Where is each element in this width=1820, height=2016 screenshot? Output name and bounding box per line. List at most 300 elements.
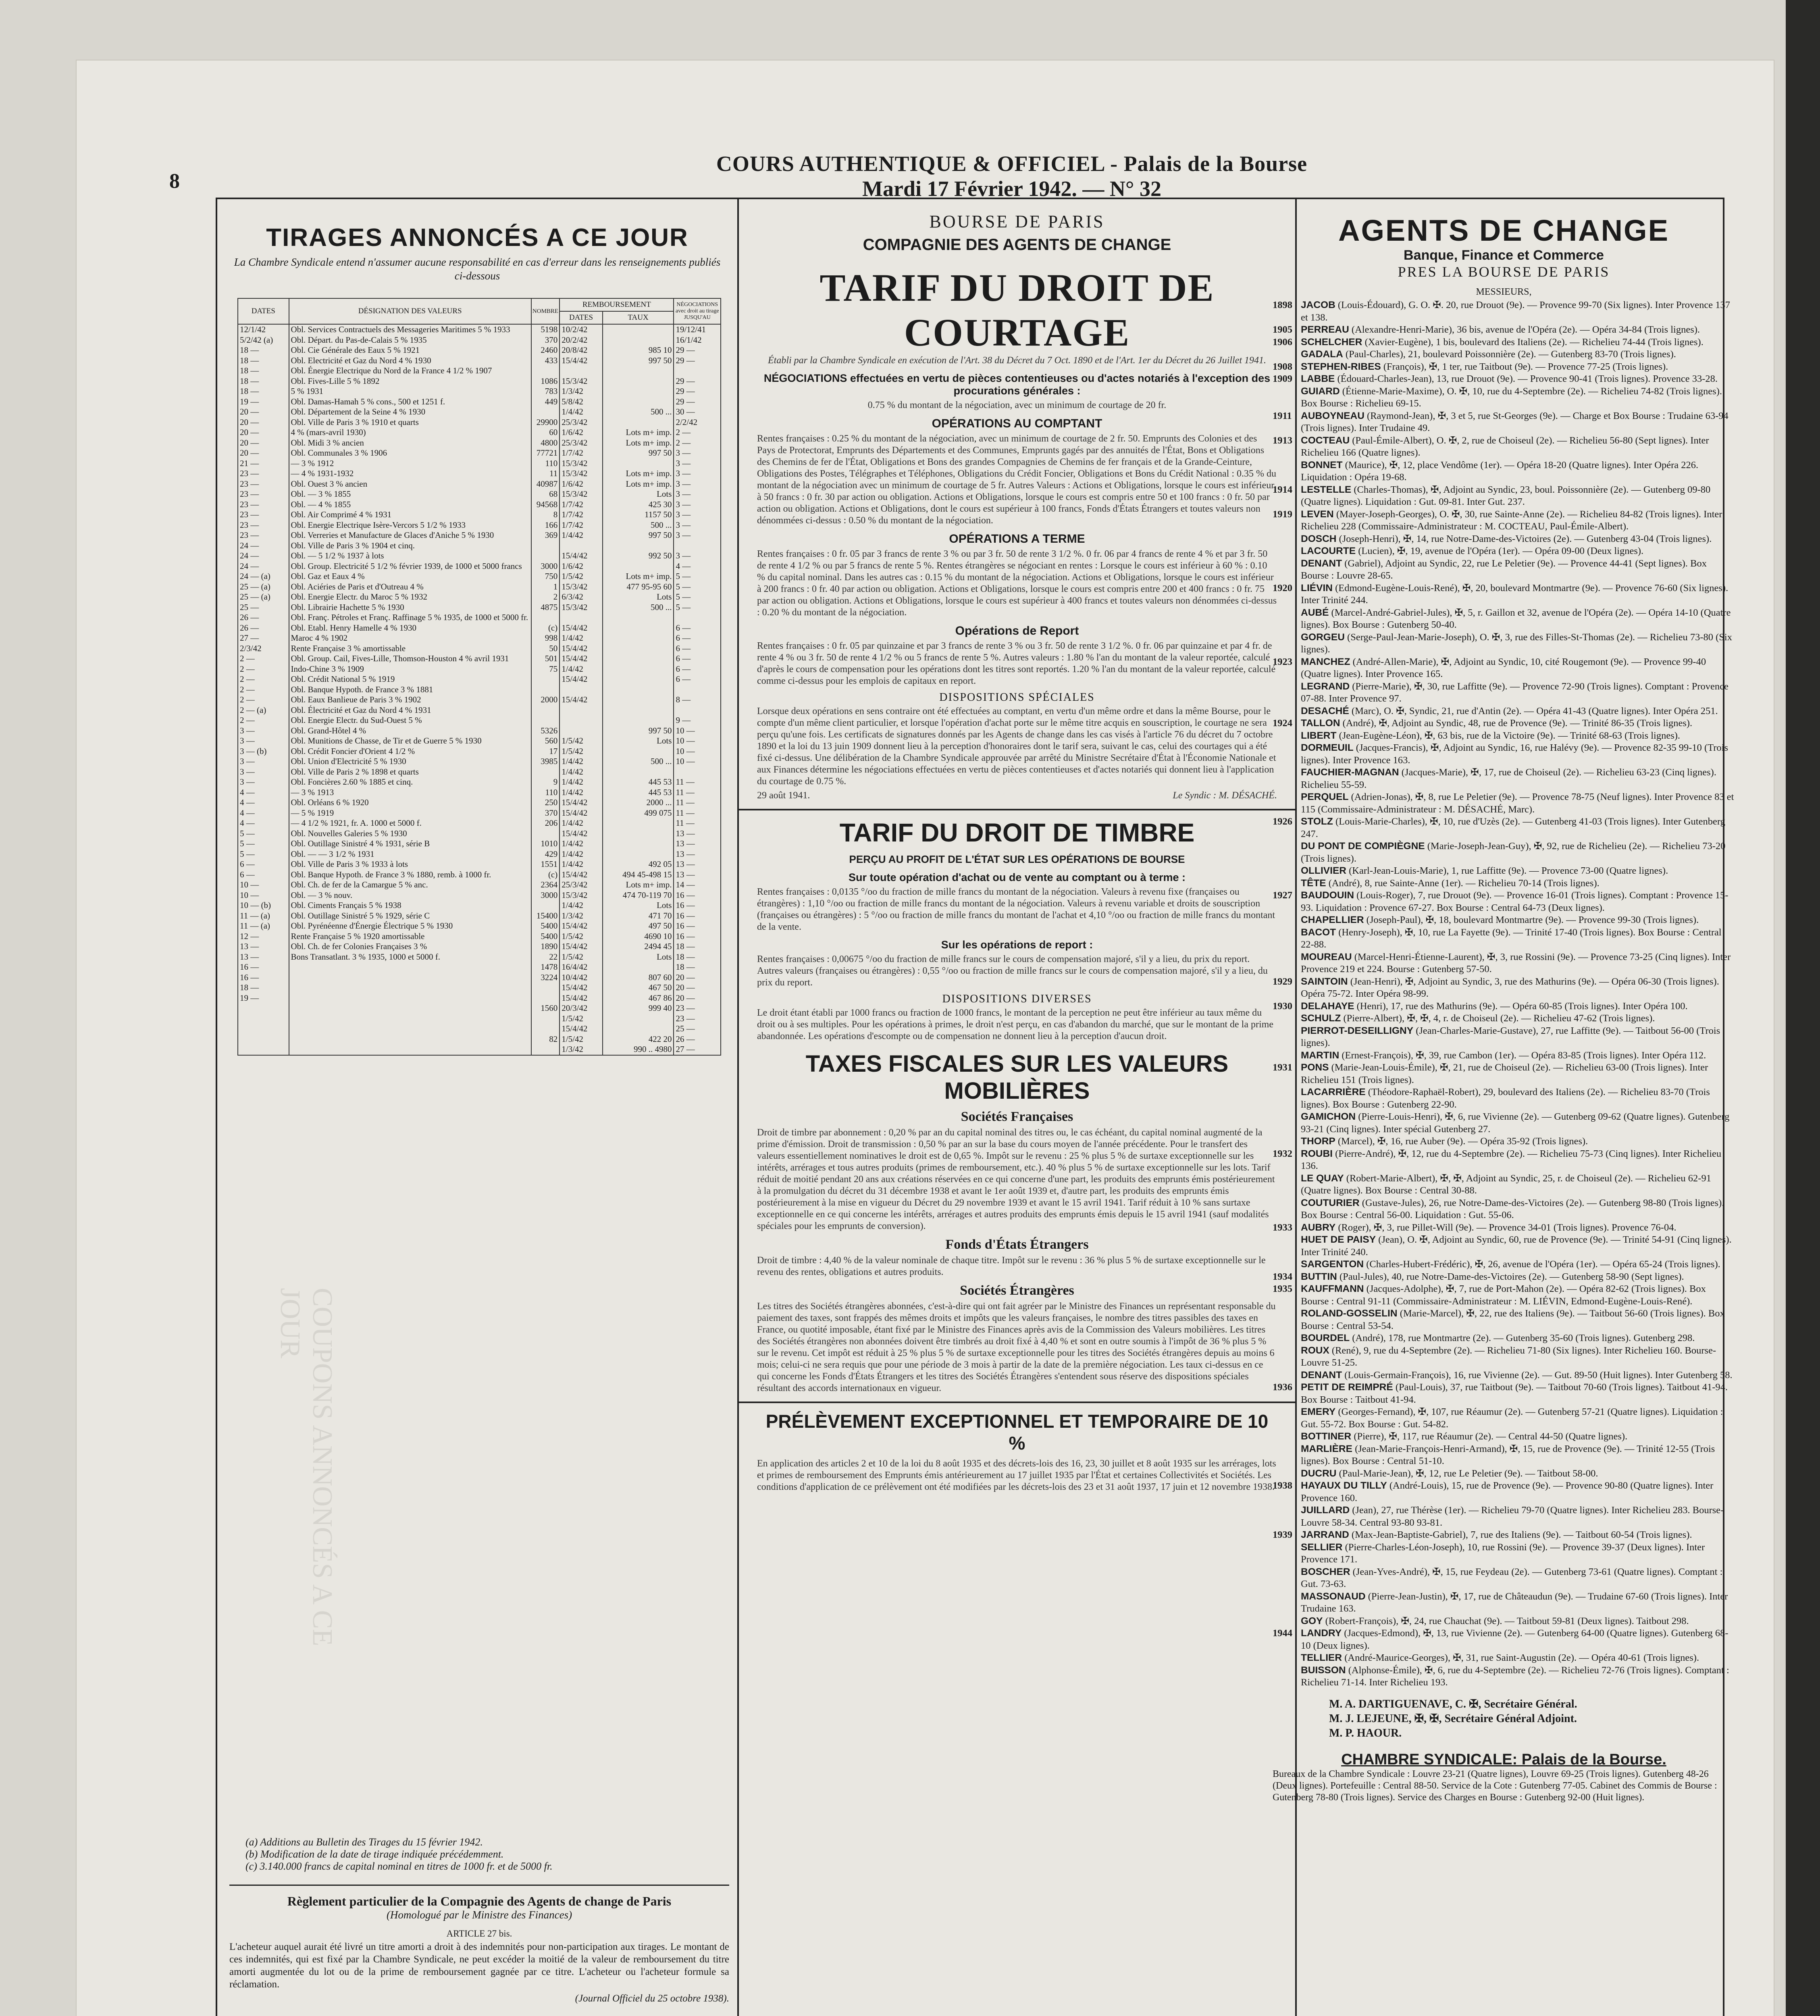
cell-negociation: 6 — bbox=[674, 654, 721, 664]
agent-entry bbox=[1273, 717, 1735, 730]
agent-entry bbox=[1273, 324, 1735, 336]
tirages-column bbox=[217, 199, 739, 2016]
cell-designation: Obl. Départ. du Pas-de-Calais 5 % 1935 bbox=[289, 335, 531, 346]
agent-details: (André-Maurice-Georges), ✠, 31, rue Saint-Augustin (2e). — Opéra 40-61 (Trois lignes). bbox=[1344, 1652, 1699, 1663]
agent-entry bbox=[1273, 558, 1735, 582]
cell-taux: 425 30 bbox=[603, 500, 674, 510]
cell-taux bbox=[603, 644, 674, 654]
cell-taux: Lots m+ imp. bbox=[603, 479, 674, 489]
agent-entry bbox=[1273, 865, 1735, 877]
agent-text bbox=[1301, 1283, 1735, 1308]
agent-text bbox=[1301, 951, 1735, 976]
agent-year bbox=[1273, 791, 1301, 816]
agent-details: (Pierre-Jean-Justin), ✠, 17, rue de Châteaudun (9e). — Trudaine 67-60 (Trois lignes). Inter Trudaine 163. bbox=[1301, 1591, 1728, 1614]
agent-entry bbox=[1273, 1369, 1735, 1382]
cell-rem-date: 1/4/42 bbox=[560, 407, 602, 417]
cell-rem-date: 15/3/42 bbox=[560, 458, 602, 469]
cell-rem-date: 15/4/42 bbox=[560, 993, 602, 1004]
cell-nombre: 5400 bbox=[531, 931, 560, 942]
agent-year bbox=[1273, 1664, 1301, 1689]
agent-name: SAINTOIN bbox=[1301, 976, 1348, 987]
report-heading: Opérations de Report bbox=[955, 624, 1079, 637]
cell-taux bbox=[603, 674, 674, 685]
cell-rem-date: 1/4/42 bbox=[560, 756, 602, 767]
cell-nombre: 2 bbox=[531, 592, 560, 602]
agent-year: 1926 bbox=[1273, 816, 1292, 827]
cell-date: 24 — bbox=[238, 551, 289, 561]
cell-date: 24 — (a) bbox=[238, 571, 289, 582]
cell-rem-date: 1/3/42 bbox=[560, 1044, 602, 1055]
agent-entry bbox=[1273, 730, 1735, 742]
agent-entry bbox=[1273, 1111, 1735, 1135]
agent-name: SCHULZ bbox=[1301, 1013, 1341, 1024]
cell-nombre: 2364 bbox=[531, 880, 560, 890]
agent-text bbox=[1301, 336, 1735, 349]
agent-name: BAUDOUIN bbox=[1301, 890, 1354, 901]
agent-entry bbox=[1273, 1664, 1735, 1689]
table-row bbox=[238, 438, 721, 448]
table-row bbox=[238, 859, 721, 870]
tirages-subtitle: La Chambre Syndicale entend n'assumer aucune responsabilité en cas d'erreur dans les renseignements publiés ci-dessous bbox=[234, 256, 721, 282]
cell-nombre: 8 bbox=[531, 510, 560, 520]
agent-name: ROUBI bbox=[1301, 1148, 1333, 1159]
cell-rem-date: 15/4/42 bbox=[560, 654, 602, 664]
agent-details: (Pierre-Louis-Henri), ✠, 6, rue Vivienne (2e). — Gutenberg 09-62 (Quatre lignes). Gutenberg 93-21 (Cinq lignes). Inter spécial Gutenberg 27. bbox=[1301, 1111, 1730, 1135]
cell-taux: 1157 50 bbox=[603, 510, 674, 520]
timbre-subtitle: PERÇU AU PROFIT DE L'ÉTAT SUR LES OPÉRATIONS DE BOURSE bbox=[849, 853, 1185, 865]
cell-date: 25 — (a) bbox=[238, 592, 289, 602]
cell-designation: — 3 % 1913 bbox=[289, 787, 531, 798]
cell-rem-date: 15/4/42 bbox=[560, 356, 602, 366]
cell-nombre: 75 bbox=[531, 664, 560, 675]
cell-negociation: 13 — bbox=[674, 829, 721, 839]
agent-name: JARRAND bbox=[1301, 1529, 1349, 1540]
agent-name: TELLIER bbox=[1301, 1652, 1342, 1663]
cell-date bbox=[238, 1014, 289, 1024]
agent-year: 1911 bbox=[1273, 410, 1292, 421]
table-row bbox=[238, 582, 721, 592]
cell-designation bbox=[289, 993, 531, 1004]
agent-year bbox=[1273, 1541, 1301, 1566]
cell-nombre bbox=[531, 767, 560, 777]
cell-designation: — 4 % 1931-1932 bbox=[289, 469, 531, 479]
cell-negociation: 3 — bbox=[674, 520, 721, 531]
cell-taux: Lots m+ imp. bbox=[603, 469, 674, 479]
agent-entry bbox=[1273, 1468, 1735, 1480]
tirages-notes bbox=[245, 1836, 721, 1872]
agent-details: (Charles-Thomas), ✠, Adjoint au Syndic, 23, boul. Poissonnière (2e). — Gutenberg 09-80 (Quatre lignes). Liquidation : Gut. 09-81. Inter Gut. 237. bbox=[1301, 484, 1711, 507]
agent-entry bbox=[1273, 656, 1735, 681]
cell-nombre: 783 bbox=[531, 386, 560, 397]
table-row bbox=[238, 417, 721, 428]
cell-rem-date: 1/4/42 bbox=[560, 767, 602, 777]
cell-nombre: 9 bbox=[531, 777, 560, 787]
cell-negociation: 13 — bbox=[674, 870, 721, 880]
cell-rem-date: 20/3/42 bbox=[560, 1003, 602, 1014]
agent-details: (Jean), O. ✠, Adjoint au Syndic, 60, rue de Provence (9e). — Trinité 54-91 (Cinq lignes). Inter Trinité 240. bbox=[1301, 1234, 1732, 1258]
table-row bbox=[238, 839, 721, 849]
agent-year: 1927 bbox=[1273, 890, 1292, 901]
agent-entry bbox=[1273, 336, 1735, 349]
cell-date: 19 — bbox=[238, 993, 289, 1004]
table-row bbox=[238, 541, 721, 551]
cell-nombre: 750 bbox=[531, 571, 560, 582]
agent-year: 1929 bbox=[1273, 976, 1292, 987]
cell-designation: Obl. Damas-Hamah 5 % cons., 500 et 1251 f. bbox=[289, 397, 531, 407]
cell-rem-date: 6/3/42 bbox=[560, 592, 602, 602]
cell-taux bbox=[603, 654, 674, 664]
cell-date: 6 — bbox=[238, 859, 289, 870]
cell-designation: Obl. Midi 3 % ancien bbox=[289, 438, 531, 448]
cell-designation bbox=[289, 1044, 531, 1055]
cell-negociation: 10 — bbox=[674, 746, 721, 757]
cell-negociation: 13 — bbox=[674, 839, 721, 849]
agent-text bbox=[1301, 927, 1735, 951]
agent-year: 1938 bbox=[1273, 1480, 1292, 1491]
cell-date: 11 — (a) bbox=[238, 911, 289, 921]
dispositions-heading: DISPOSITIONS SPÉCIALES bbox=[939, 691, 1095, 704]
table-row bbox=[238, 983, 721, 993]
cell-rem-date bbox=[560, 541, 602, 551]
prelevement-text: En application des articles 2 et 10 de la loi du 8 août 1935 et des décrets-lois des 16, 23, 30 juillet et 8 août 1935 sur les arrérages, lots et primes de remboursement des Emprunts émis antérieurement au 17 juillet 1935 par l'État et certaines Collectivités et Sociétés. Les conditions d'application de ce prélèvement ont été modifiées par les décrets-lois des 23 et 31 août 1937, 17 juin et 12 novembre 1938. bbox=[757, 1458, 1276, 1492]
agent-entry bbox=[1273, 1197, 1735, 1222]
cell-rem-date: 15/4/42 bbox=[560, 623, 602, 633]
agent-name: STOLZ bbox=[1301, 816, 1333, 827]
agent-name: TÊTE bbox=[1301, 877, 1326, 889]
cell-rem-date: 1/3/42 bbox=[560, 386, 602, 397]
agent-name: PONS bbox=[1301, 1062, 1329, 1073]
agent-text bbox=[1301, 1627, 1735, 1652]
agent-text bbox=[1301, 1050, 1735, 1062]
table-row bbox=[238, 685, 721, 695]
cell-negociation: 18 — bbox=[674, 941, 721, 952]
agent-year bbox=[1273, 385, 1301, 410]
cell-rem-date: 25/3/42 bbox=[560, 438, 602, 448]
agent-text bbox=[1301, 865, 1735, 877]
cell-rem-date: 1/6/42 bbox=[560, 427, 602, 438]
cell-taux: 497 50 bbox=[603, 921, 674, 931]
cell-designation: Obl. Ville de Paris 3 % 1910 et quarts bbox=[289, 417, 531, 428]
cell-nombre: 110 bbox=[531, 787, 560, 798]
francaises-heading: Sociétés Françaises bbox=[961, 1109, 1073, 1124]
agent-name: JACOB bbox=[1301, 300, 1335, 310]
cell-rem-date: 15/4/42 bbox=[560, 870, 602, 880]
agent-text bbox=[1301, 681, 1735, 705]
note-b: (b) Modification de la date de tirage indiquée précédemment. bbox=[245, 1848, 504, 1860]
agent-entry bbox=[1273, 816, 1735, 840]
agent-name: DUCRU bbox=[1301, 1468, 1337, 1479]
agent-details: (Adrien-Jonas), ✠, 8, rue Le Peletier (9e). — Provence 78-75 (Neuf lignes). Inter Provence 83 et 115 (Commissaire-Administrateur : M. DÉSACHÉ, Marc). bbox=[1301, 791, 1734, 815]
reglement-subtitle: (Homologué par le Ministre des Finances) bbox=[386, 1909, 572, 1921]
agent-name: STEPHEN-RIBES bbox=[1301, 361, 1381, 372]
table-row bbox=[238, 911, 721, 921]
cell-nombre: 1560 bbox=[531, 1003, 560, 1014]
cell-taux bbox=[603, 664, 674, 675]
tirages-rows bbox=[238, 324, 721, 1055]
prelevement-title: PRÉLÈVEMENT EXCEPTIONNEL ET TEMPORAIRE DE 10 % bbox=[765, 1411, 1269, 1454]
cell-negociation: 29 — bbox=[674, 376, 721, 387]
table-row bbox=[238, 356, 721, 366]
agents-subtitle: Banque, Finance et Commerce bbox=[1404, 248, 1604, 263]
cell-nombre: 4875 bbox=[531, 602, 560, 613]
cell-nombre: 40987 bbox=[531, 479, 560, 489]
agent-name: OLLIVIER bbox=[1301, 865, 1346, 876]
officer-secretaire-adjoint: M. J. LEJEUNE, ✠, ✠, Secrétaire Général Adjoint. bbox=[1329, 1712, 1577, 1725]
agent-name: LEGRAND bbox=[1301, 681, 1350, 692]
table-row bbox=[238, 644, 721, 654]
agent-details: (Louis-Germain-François), 16, rue Vivienne (2e). — Gut. 89-50 (Huit lignes). Inter Gutenberg 58. bbox=[1344, 1369, 1733, 1381]
agent-text bbox=[1301, 1345, 1735, 1369]
cell-taux bbox=[603, 335, 674, 346]
cell-nombre: 3224 bbox=[531, 973, 560, 983]
cell-designation: Obl. — 3 % nouv. bbox=[289, 890, 531, 901]
cell-taux: Lots m+ imp. bbox=[603, 571, 674, 582]
cell-negociation: 20 — bbox=[674, 983, 721, 993]
agent-name: SARGENTON bbox=[1301, 1259, 1364, 1270]
cell-taux: Lots m+ imp. bbox=[603, 427, 674, 438]
cell-negociation: 6 — bbox=[674, 644, 721, 654]
agent-year bbox=[1273, 1504, 1301, 1529]
agent-name: FAUCHIER-MAGNAN bbox=[1301, 767, 1399, 778]
agent-year bbox=[1273, 951, 1301, 976]
cell-taux bbox=[603, 829, 674, 839]
cell-taux bbox=[603, 612, 674, 623]
agent-year: 1939 bbox=[1273, 1529, 1292, 1540]
agent-year: 1931 bbox=[1273, 1062, 1292, 1073]
agent-entry bbox=[1273, 582, 1735, 607]
agent-name: LACARRIÈRE bbox=[1301, 1087, 1366, 1098]
cell-date: 3 — bbox=[238, 736, 289, 746]
agent-year: 1930 bbox=[1273, 1000, 1292, 1012]
cell-date: 25 — bbox=[238, 602, 289, 613]
agent-entry bbox=[1273, 348, 1735, 361]
agent-year bbox=[1273, 459, 1301, 484]
cell-designation bbox=[289, 1024, 531, 1034]
agent-entry bbox=[1273, 607, 1735, 631]
table-row bbox=[238, 880, 721, 890]
cell-negociation: 23 — bbox=[674, 1003, 721, 1014]
cell-rem-date bbox=[560, 705, 602, 716]
cell-taux: 997 50 bbox=[603, 356, 674, 366]
cell-rem-date: 1/4/42 bbox=[560, 664, 602, 675]
cell-rem-date: 1/5/42 bbox=[560, 1034, 602, 1045]
agent-text bbox=[1301, 766, 1735, 791]
table-row bbox=[238, 674, 721, 685]
agent-year: 1935 bbox=[1273, 1283, 1292, 1294]
agent-text bbox=[1301, 459, 1735, 484]
cell-taux: 500 ... bbox=[603, 756, 674, 767]
agent-entry bbox=[1273, 1012, 1735, 1025]
agent-year: 1934 bbox=[1273, 1271, 1292, 1282]
agent-text bbox=[1301, 508, 1735, 533]
cell-date: 4 — bbox=[238, 808, 289, 818]
cell-date: 2/3/42 bbox=[238, 644, 289, 654]
cell-designation bbox=[289, 1003, 531, 1014]
cell-designation: Obl. Communales 3 % 1906 bbox=[289, 448, 531, 458]
cell-nombre: 369 bbox=[531, 530, 560, 541]
cell-taux bbox=[603, 767, 674, 777]
tarifs-column bbox=[739, 199, 1297, 2016]
cell-designation: Maroc 4 % 1902 bbox=[289, 633, 531, 644]
cell-taux bbox=[603, 685, 674, 695]
table-row bbox=[238, 767, 721, 777]
cell-rem-date: 1/4/42 bbox=[560, 530, 602, 541]
cell-date: 18 — bbox=[238, 386, 289, 397]
report-text: Rentes françaises : 0 fr. 05 par quinzaine et par 3 francs de rente 3 % ou 3 fr. 50 de rente 3 1/2 %. 0 fr. 06 par quinzaine et par 4 fr. de rente 4 % ou 3 fr. 50 de rente 4 1/2 % ou 5 francs de rente 5 %. Autres valeurs : 1.80 % l'an du montant de la valeur reportée, calculé d'après le cours de compensation pour les opérations dont les titres sont reportés. 1.20 % l'an du montant de la valeur reportée, calculé comme ci-dessus pour les emplois de capitaux en report. bbox=[757, 641, 1276, 686]
agent-name: SCHELCHER bbox=[1301, 336, 1362, 348]
cell-negociation: 11 — bbox=[674, 818, 721, 829]
cell-negociation: 5 — bbox=[674, 592, 721, 602]
agent-entry bbox=[1273, 1173, 1735, 1197]
cell-designation: Obl. Union d'Electricité 5 % 1930 bbox=[289, 756, 531, 767]
cell-rem-date bbox=[560, 612, 602, 623]
cell-date: 13 — bbox=[238, 941, 289, 952]
cell-taux: 997 50 bbox=[603, 530, 674, 541]
cell-taux: 500 ... bbox=[603, 520, 674, 531]
cell-nombre bbox=[531, 1044, 560, 1055]
agent-name: GOY bbox=[1301, 1615, 1323, 1627]
cell-taux bbox=[603, 458, 674, 469]
cell-designation: Obl. Ville de Paris 3 % 1904 et cinq. bbox=[289, 541, 531, 551]
cell-designation: Obl. Energie Electr. du Sud-Ouest 5 % bbox=[289, 715, 531, 726]
table-row bbox=[238, 695, 721, 705]
cell-rem-date: 1/7/42 bbox=[560, 448, 602, 458]
agent-text bbox=[1301, 1234, 1735, 1258]
cell-rem-date: 1/6/42 bbox=[560, 479, 602, 489]
table-row bbox=[238, 469, 721, 479]
cell-date: 18 — bbox=[238, 376, 289, 387]
agent-entry bbox=[1273, 742, 1735, 766]
table-row bbox=[238, 335, 721, 346]
cell-rem-date: 1/4/42 bbox=[560, 633, 602, 644]
cell-taux bbox=[603, 715, 674, 726]
cell-taux: Lots bbox=[603, 489, 674, 500]
agent-year bbox=[1273, 1406, 1301, 1431]
agent-year bbox=[1273, 631, 1301, 656]
agent-text bbox=[1301, 410, 1735, 435]
cell-negociation: 3 — bbox=[674, 489, 721, 500]
agent-details: (Robert-François), ✠, 24, rue Chauchat (9e). — Taitbout 59-81 (Deux lignes). Taitbout 298. bbox=[1325, 1615, 1689, 1627]
chambre-syndicale-title: CHAMBRE SYNDICALE: Palais de la Bourse. bbox=[1341, 1751, 1666, 1768]
cell-rem-date: 10/2/42 bbox=[560, 324, 602, 335]
cell-rem-date: 15/3/42 bbox=[560, 489, 602, 500]
cell-rem-date: 1/5/42 bbox=[560, 571, 602, 582]
cell-negociation: 2 — bbox=[674, 427, 721, 438]
cell-designation: Obl. Verreries et Manufacture de Glaces d'Aniche 5 % 1930 bbox=[289, 530, 531, 541]
cell-date: 20 — bbox=[238, 407, 289, 417]
scan-edge bbox=[1786, 0, 1820, 2016]
cell-date: 18 — bbox=[238, 345, 289, 356]
cell-negociation: 3 — bbox=[674, 469, 721, 479]
cell-date: 20 — bbox=[238, 417, 289, 428]
agent-name: DU PONT DE COMPIÈGNE bbox=[1301, 841, 1425, 852]
agent-details: (Pierre-Charles-Léon-Joseph), 10, rue Rossini (9e). — Provence 39-37 (Deux lignes). Inter Provence 171. bbox=[1301, 1541, 1705, 1565]
cell-designation: Obl. Banque Hypoth. de France 3 % 1881 bbox=[289, 685, 531, 695]
agent-entry bbox=[1273, 1627, 1735, 1652]
cell-taux: 477 95-95 60 bbox=[603, 582, 674, 592]
agent-name: BACOT bbox=[1301, 927, 1336, 938]
cell-rem-date bbox=[560, 685, 602, 695]
cell-taux: 499 075 bbox=[603, 808, 674, 818]
cell-taux bbox=[603, 849, 674, 860]
cell-date: 4 — bbox=[238, 787, 289, 798]
cell-designation: Obl. Électricité et Gaz du Nord 4 % 1931 bbox=[289, 705, 531, 716]
agent-details: (André), 8, rue Sainte-Anne (1er). — Richelieu 70-14 (Trois lignes). bbox=[1328, 877, 1600, 889]
agent-entry bbox=[1273, 681, 1735, 705]
agent-year bbox=[1273, 1025, 1301, 1050]
agent-text bbox=[1301, 1541, 1735, 1566]
cell-date: 24 — bbox=[238, 541, 289, 551]
reglement-article: ARTICLE 27 bis. bbox=[446, 1929, 512, 1939]
cell-date: 13 — bbox=[238, 952, 289, 962]
cell-designation: Obl. Crédit Foncier d'Orient 4 1/2 % bbox=[289, 746, 531, 757]
table-row bbox=[238, 664, 721, 675]
cell-nombre bbox=[531, 685, 560, 695]
agent-name: COUTURIER bbox=[1301, 1197, 1360, 1208]
cell-taux bbox=[603, 705, 674, 716]
agent-entry bbox=[1273, 459, 1735, 484]
agent-year bbox=[1273, 545, 1301, 558]
agent-details: (Louis-Marie-Charles), ✠, 10, rue d'Uzès (2e). — Gutenberg 41-03 (Trois lignes). Inter Gutenberg 247. bbox=[1301, 816, 1725, 839]
agent-entry bbox=[1273, 976, 1735, 1000]
cell-negociation: 5 — bbox=[674, 571, 721, 582]
cell-designation: Obl. Air Comprimé 4 % 1931 bbox=[289, 510, 531, 520]
cell-nombre: 449 bbox=[531, 397, 560, 407]
cell-nombre: 429 bbox=[531, 849, 560, 860]
agent-entry bbox=[1273, 889, 1735, 914]
agent-name: DORMEUIL bbox=[1301, 742, 1354, 753]
cell-designation: Indo-Chine 3 % 1909 bbox=[289, 664, 531, 675]
agent-details: (Charles-Hubert-Frédéric), ✠, 26, avenue de l'Opéra (1er). — Opéra 65-24 (Trois lignes). bbox=[1366, 1259, 1720, 1270]
agent-entry bbox=[1273, 385, 1735, 410]
table-row bbox=[238, 726, 721, 736]
cell-negociation: 29 — bbox=[674, 397, 721, 407]
agent-year bbox=[1273, 730, 1301, 742]
agent-details: (Henri), 17, rue des Mathurins (9e). — Opéra 60-85 (Trois lignes). Inter Opéra 100. bbox=[1356, 1000, 1688, 1012]
cell-rem-date: 1/4/42 bbox=[560, 818, 602, 829]
agent-entry bbox=[1273, 361, 1735, 373]
cell-taux: 807 60 bbox=[603, 973, 674, 983]
cell-nombre: 2000 bbox=[531, 695, 560, 705]
cell-designation: Obl. Ch. de fer de la Camargue 5 % anc. bbox=[289, 880, 531, 890]
cell-negociation: 29 — bbox=[674, 345, 721, 356]
cell-nombre bbox=[531, 993, 560, 1004]
agent-details: (Jean-Charles-Marie-Gustave), 27, rue Laffitte (9e). — Taitbout 56-00 (Trois lignes). bbox=[1301, 1025, 1720, 1048]
agent-text bbox=[1301, 1504, 1735, 1529]
table-row bbox=[238, 900, 721, 911]
reglement-source: (Journal Officiel du 25 octobre 1938). bbox=[575, 1993, 729, 2004]
cell-date: 27 — bbox=[238, 633, 289, 644]
timbre-text-1: Rentes françaises : 0,0135 °/oo du fraction de mille francs du montant de la négociation. Valeurs à revenu fixe (françaises ou étrangères) : 1,10 °/oo ou fraction de mille francs du montant de la négociation. Valeurs à revenu variable et droits de souscription (françaises ou étrangères) : 5 °/oo ou fraction de mille francs du montant de l'achat et 4,10 °/oo ou fraction de mille francs du montant de la vente. bbox=[757, 887, 1275, 932]
cell-rem-date: 25/3/42 bbox=[560, 880, 602, 890]
cell-designation: Obl. Ville de Paris 2 % 1898 et quarts bbox=[289, 767, 531, 777]
agent-details: (Lucien), ✠, 19, avenue de l'Opéra (1er). — Opéra 09-00 (Deux lignes). bbox=[1358, 546, 1644, 556]
cell-negociation: 6 — bbox=[674, 664, 721, 675]
cell-designation bbox=[289, 962, 531, 973]
table-row bbox=[238, 736, 721, 746]
cell-negociation: 10 — bbox=[674, 736, 721, 746]
cell-date: 2 — (a) bbox=[238, 705, 289, 716]
cell-date: 2 — bbox=[238, 715, 289, 726]
agent-text bbox=[1301, 730, 1735, 742]
table-row bbox=[238, 973, 721, 983]
cell-rem-date: 20/8/42 bbox=[560, 345, 602, 356]
cell-taux: 985 10 bbox=[603, 345, 674, 356]
agent-details: (Mayer-Joseph-Georges), O. ✠, 30, rue Sainte-Anne (2e). — Richelieu 84-82 (Trois lignes). Inter Richelieu 228 (Commissaire-Administrateur : M. COCTEAU, Paul-Émile-Albert). bbox=[1301, 508, 1722, 532]
agent-details: (Henry-Joseph), ✠, 10, rue La Fayette (9e). — Trinité 17-40 (Trois lignes). Box Bourse : Central 22-88. bbox=[1301, 927, 1722, 950]
cell-date: 26 — bbox=[238, 612, 289, 623]
comptant-heading: OPÉRATIONS AU COMPTANT bbox=[932, 417, 1102, 430]
